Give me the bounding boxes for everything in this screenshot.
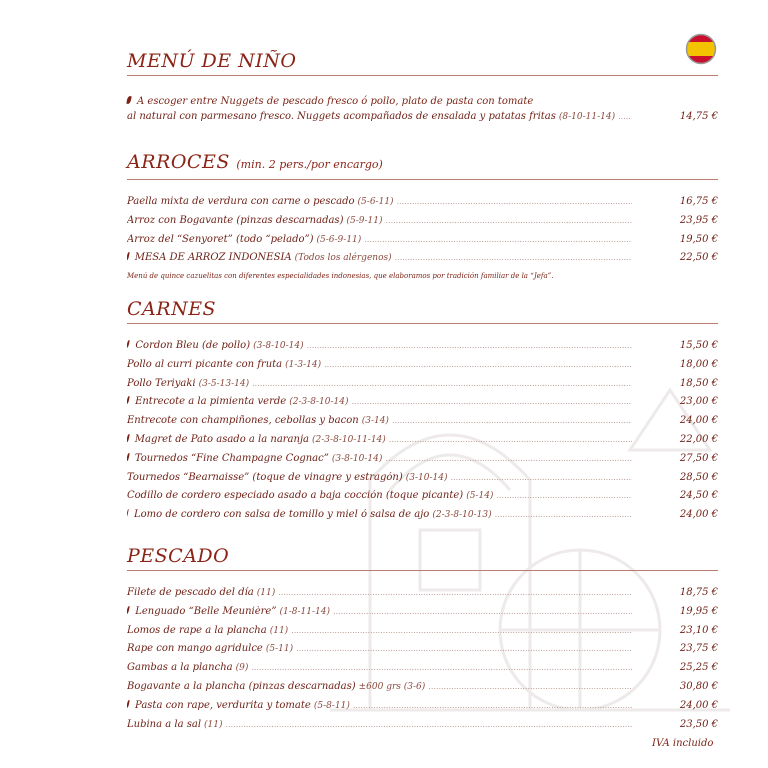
menu-item (127, 700, 718, 719)
allergen-codes: (3-8-10-14) (331, 453, 383, 464)
leader-dots (333, 607, 632, 616)
item-name: Lomo de cordero con salsa de tomillo y miel ó salsa de ajo (134, 509, 430, 521)
leader-dots (296, 644, 632, 653)
allergen-codes: (2-3-8-10-11-14) (312, 434, 386, 445)
vat-included-note: IVA incluido (652, 738, 714, 749)
menu-item (127, 490, 718, 509)
menu-item (127, 509, 718, 528)
section-title-text: ARROCES (127, 151, 230, 173)
allergen-codes: (5-9-11) (346, 215, 383, 226)
section-carnes (127, 298, 718, 528)
allergen-codes: (1-3-14) (285, 359, 322, 370)
item-name: Pollo al curri picante con fruta (127, 358, 283, 370)
item-price: 19,95 € (679, 605, 718, 617)
leader-dots (353, 701, 632, 710)
item-price: 18,75 € (679, 587, 718, 598)
recommended-leaf-icon (127, 252, 129, 260)
item-price: 19,50 € (679, 233, 718, 245)
recommended-leaf-icon (127, 453, 129, 461)
leader-dots (307, 341, 632, 350)
menu-item (127, 453, 718, 472)
allergen-codes: (5-14) (466, 491, 494, 502)
leader-dots (495, 510, 632, 519)
item-price: 28,50 € (679, 471, 718, 483)
menu-item (127, 111, 718, 130)
item-name: Entrecote con champiñones, cebollas y bacon (127, 415, 359, 427)
leader-dots (364, 235, 632, 244)
section-pescado (127, 545, 718, 737)
item-price: 22,00 € (679, 433, 718, 445)
item-price: 27,50 € (679, 452, 718, 464)
divider (127, 179, 718, 180)
item-name: Lubina a la sal (127, 718, 202, 730)
item-name: Gambas a la plancha (127, 662, 233, 674)
section-ninos (127, 50, 718, 130)
recommended-leaf-icon (126, 96, 131, 105)
rice-table-note: Menú de quince cazuelitas con diferentes especialidades indonesias, que elaboramos por tradición familiar de la “Jefa”. (127, 272, 554, 281)
item-price: 23,00 € (679, 396, 718, 408)
recommended-leaf-icon (127, 509, 129, 517)
item-name: Arroz del “Senyoret” (todo “pelado”) (127, 233, 314, 245)
item-price: 14,75 € (679, 111, 718, 122)
allergen-codes: (5-6-11) (357, 197, 394, 207)
section-title: CARNES (127, 298, 217, 320)
recommended-leaf-icon (127, 606, 130, 614)
leader-dots (385, 454, 632, 463)
divider (127, 323, 718, 324)
allergen-codes: (9) (235, 663, 249, 674)
leader-dots (496, 491, 632, 500)
item-price: 24,50 € (679, 490, 718, 502)
section-title: MENÚ DE NIÑO (127, 50, 297, 72)
item-name: al natural con parmesano fresco. Nuggets acompañados de ensalada y patatas fritas (127, 111, 556, 122)
leader-dots (291, 626, 632, 635)
menu-item (127, 415, 718, 434)
kids-menu-description: A escoger entre Nuggets de pescado fresco ó pollo, plato de pasta con tomate (127, 92, 718, 111)
menu-item (127, 234, 718, 253)
allergen-codes: (3-8-10-14) (253, 341, 304, 351)
recommended-leaf-icon (127, 340, 130, 348)
allergen-codes: (3-10-14) (405, 472, 448, 483)
item-name: Cordon Bleu (de pollo) (135, 340, 251, 351)
item-name: Tournedos “Bearnaisse” (toque de vinagre y estragón) (127, 471, 403, 483)
item-price: 23,50 € (679, 718, 718, 730)
menu-item (127, 719, 718, 738)
leader-dots (251, 663, 632, 672)
item-name: MESA DE ARROZ INDONESIA (134, 252, 292, 264)
item-name: Magret de Pato asado a la naranja (134, 433, 310, 445)
recommended-leaf-icon (127, 396, 130, 404)
leader-dots (392, 416, 632, 425)
allergen-codes: (11) (256, 588, 276, 598)
section-title (127, 151, 718, 176)
menu-item (127, 396, 718, 415)
item-price: 23,10 € (679, 624, 718, 636)
item-name: Pasta con rape, verdurita y tomate (135, 699, 311, 711)
leader-dots (252, 379, 632, 388)
leader-dots (351, 397, 632, 406)
leader-dots (385, 216, 632, 225)
leader-dots (324, 360, 632, 369)
item-price: 22,50 € (679, 252, 718, 264)
allergen-codes: (3-5-13-14) (198, 378, 250, 389)
recommended-leaf-icon (127, 434, 129, 442)
item-price: 24,00 € (679, 415, 718, 427)
leader-dots (389, 435, 632, 444)
item-price: 24,00 € (679, 509, 718, 521)
allergen-codes: (3-14) (361, 416, 389, 427)
divider (127, 570, 718, 571)
leader-dots (618, 112, 632, 121)
menu-item (127, 434, 718, 453)
item-name: Lenguado “Belle Meunière” (135, 605, 277, 617)
item-price: 25,25 € (679, 662, 718, 674)
item-price: 18,00 € (679, 358, 718, 370)
item-name: Codillo de cordero especiado asado a baja cocción (toque picante) (127, 490, 464, 502)
leader-dots (395, 253, 632, 262)
leader-dots (450, 473, 632, 482)
item-name: Paella mixta de verdura con carne o pescado (127, 196, 355, 207)
allergen-codes: (8-10-11-14) (558, 112, 616, 122)
allergen-codes: (5-6-9-11) (316, 234, 362, 245)
section-subtitle: (min. 2 pers./por encargo) (236, 158, 383, 171)
menu-item (127, 625, 718, 644)
menu-item (127, 643, 718, 662)
allergen-codes: (5-11) (265, 644, 294, 655)
item-price: 16,75 € (679, 196, 718, 207)
menu-item (127, 359, 718, 378)
leader-dots (397, 197, 632, 206)
item-price: 23,95 € (679, 214, 718, 226)
menu-item (127, 662, 718, 681)
allergen-codes: (2-3-8-10-14) (289, 397, 349, 408)
item-name: Arroz con Bogavante (pinzas descarnadas) (127, 214, 344, 226)
recommended-leaf-icon (127, 700, 130, 708)
section-arroces (127, 151, 718, 280)
menu-item (127, 606, 718, 625)
item-name: Bogavante a la plancha (pinzas descarnadas) (127, 680, 356, 692)
item-name: Filete de pescado del día (127, 587, 254, 598)
allergen-codes: (Todos los alérgenos) (294, 253, 392, 264)
menu-item (127, 472, 718, 491)
item-name: Pollo Teriyaki (127, 377, 196, 389)
allergen-codes: ±600 grs (3-6) (358, 681, 426, 692)
leader-dots (428, 682, 632, 691)
menu-item (127, 587, 718, 606)
divider (127, 75, 718, 76)
allergen-codes: (11) (204, 719, 223, 730)
leader-dots (226, 720, 632, 729)
allergen-codes: (1-8-11-14) (279, 606, 330, 617)
allergen-codes: (11) (269, 625, 289, 636)
menu-item (127, 196, 718, 215)
allergen-codes: (2-3-8-10-13) (432, 510, 492, 521)
item-price: 30,80 € (679, 680, 718, 692)
leader-dots (278, 588, 632, 597)
menu-item (127, 215, 718, 234)
item-name: Lomos de rape a la plancha (127, 624, 267, 636)
menu-item (127, 252, 718, 271)
item-price: 15,50 € (679, 340, 718, 351)
item-name: Rape con mango agridulce (127, 643, 263, 655)
menu-item (127, 340, 718, 359)
menu-item (127, 681, 718, 700)
item-price: 23,75 € (679, 643, 718, 655)
item-name: Entrecote a la pimienta verde (135, 396, 287, 408)
item-price: 24,00 € (679, 699, 718, 711)
allergen-codes: (5-8-11) (313, 700, 350, 711)
item-name: Tournedos “Fine Champagne Cognac” (134, 452, 329, 464)
menu-item (127, 378, 718, 397)
section-title: PESCADO (127, 545, 230, 567)
item-price: 18,50 € (679, 377, 718, 389)
